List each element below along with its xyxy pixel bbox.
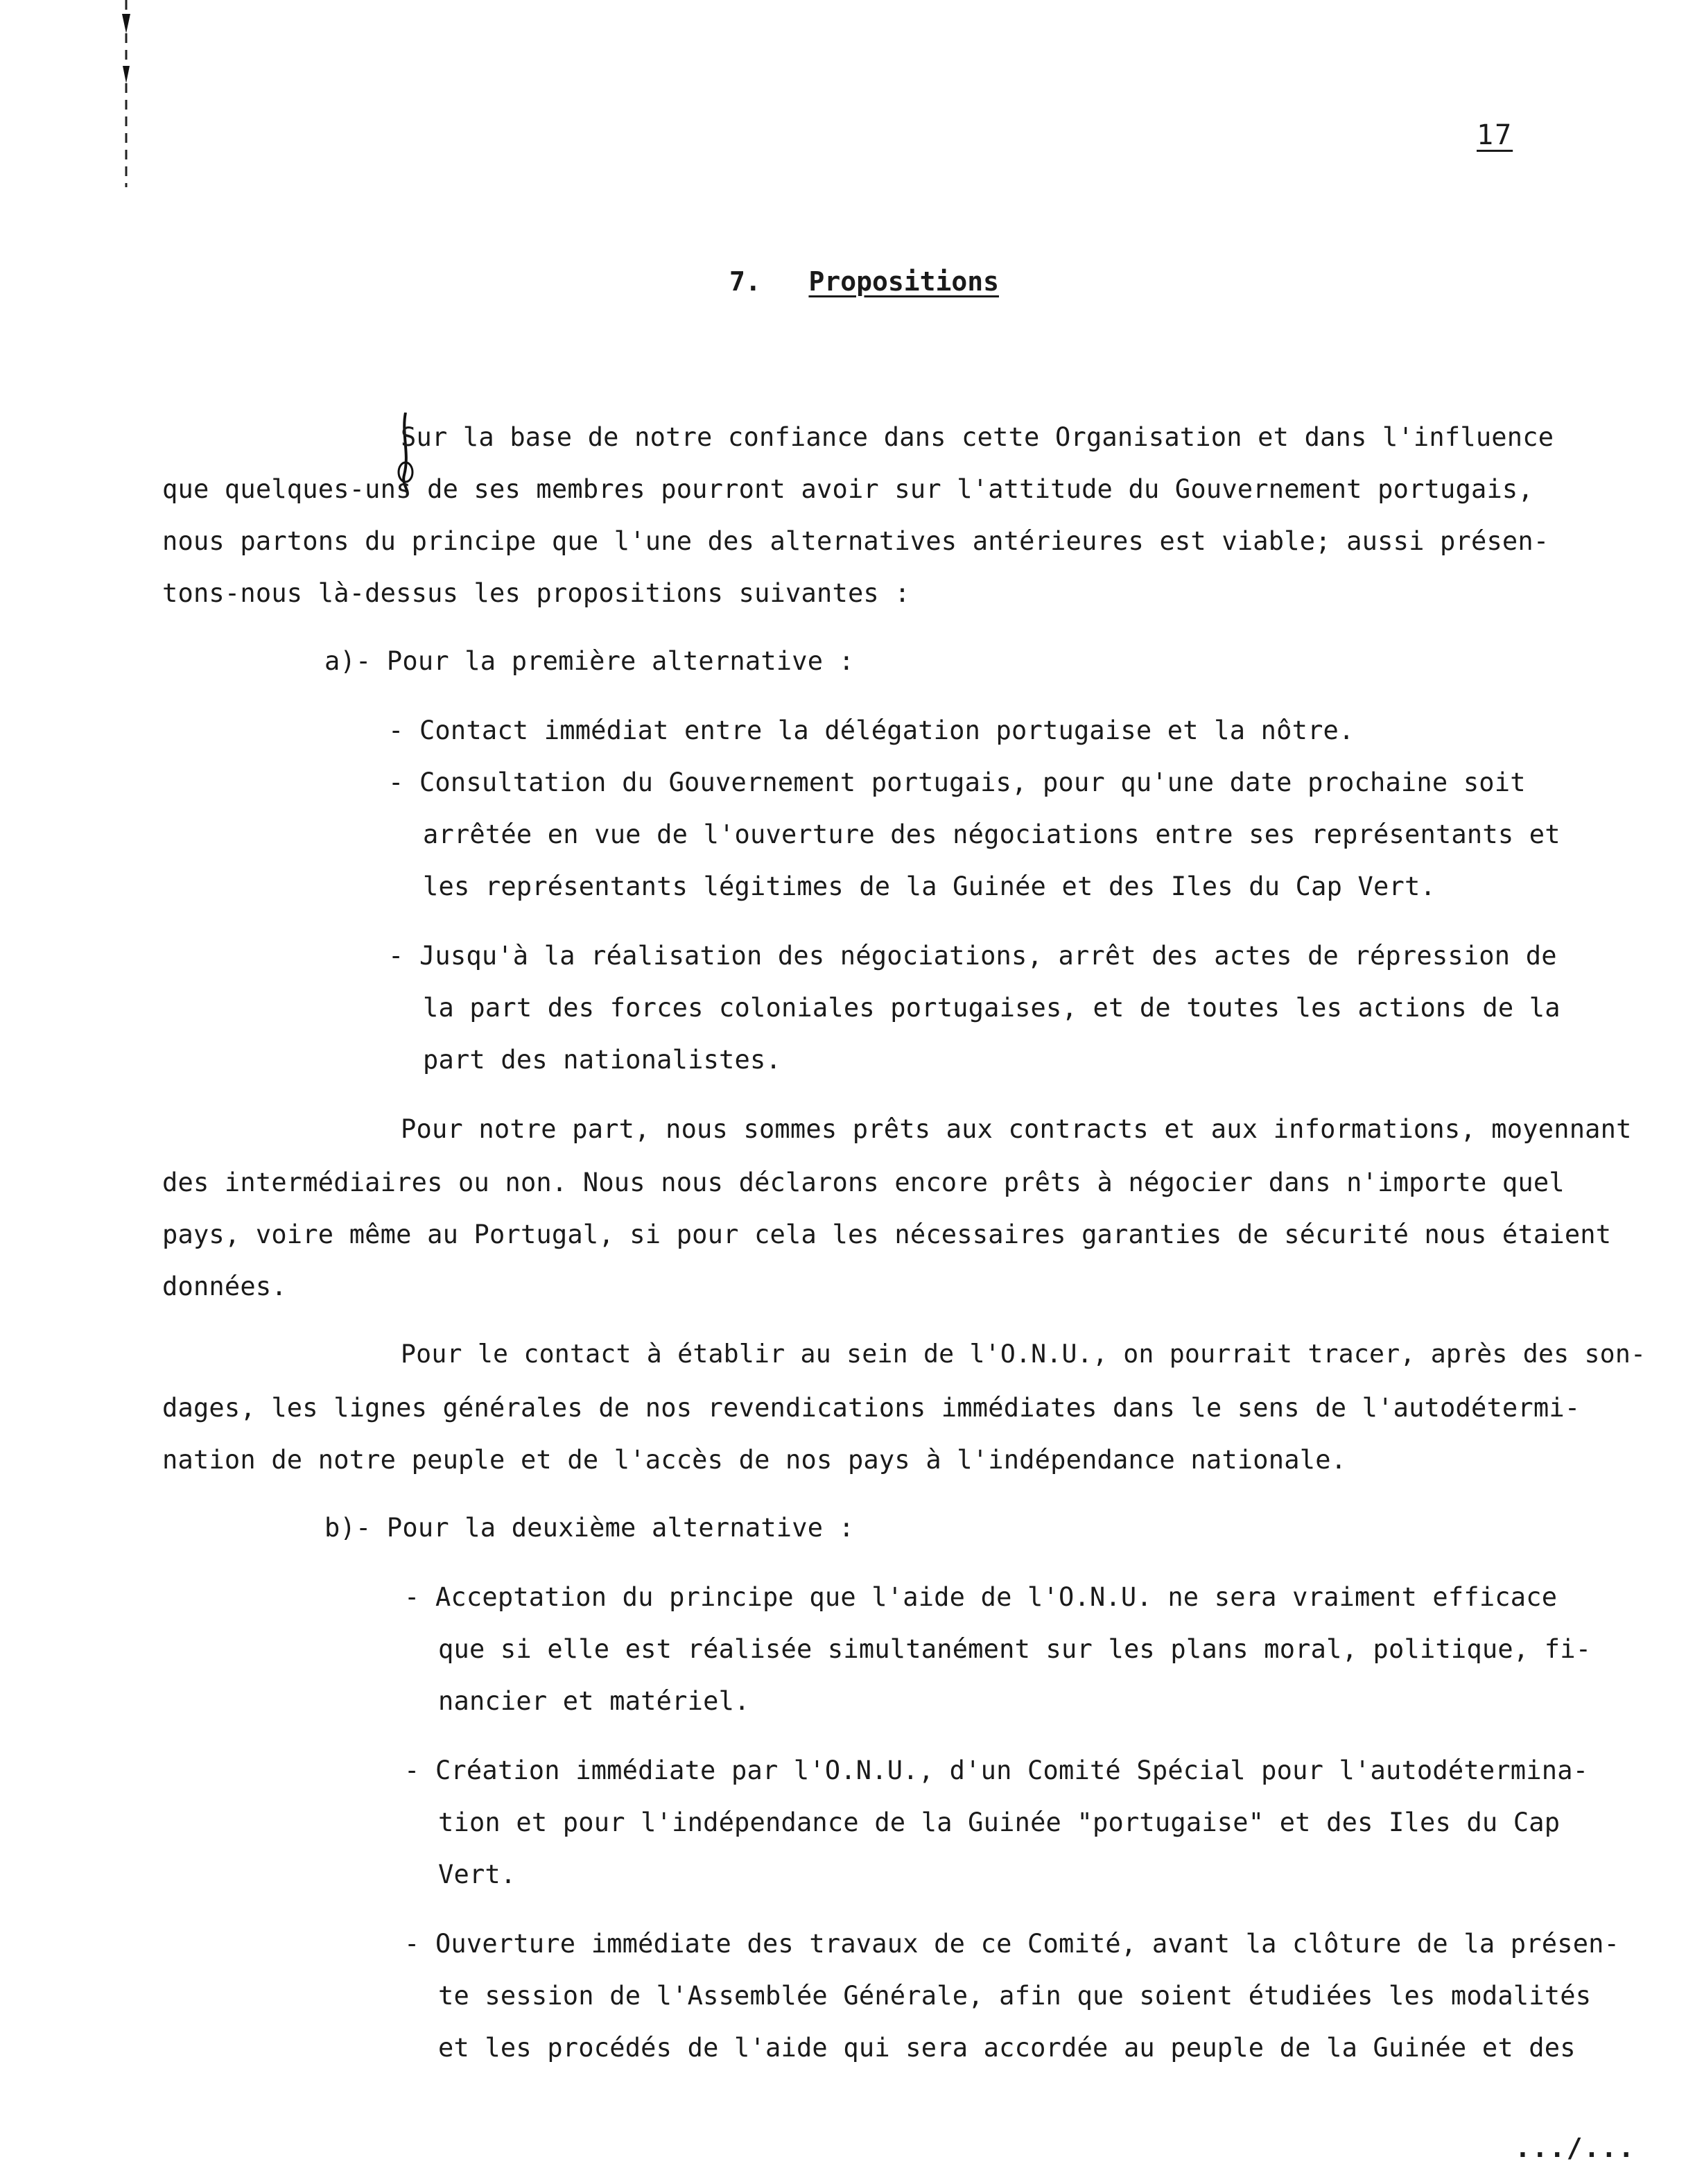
text-line: - Création immédiate par l'O.N.U., d'un Comité Spécial pour l'autodétermina- — [404, 1756, 1589, 1785]
text-line: que quelques-uns de ses membres pourront avoir sur l'attitude du Gouvernement portugais, — [162, 474, 1533, 504]
text-line: - Ouverture immédiate des travaux de ce Comité, avant la clôture de la présen- — [404, 1929, 1620, 1959]
text-line: Pour le contact à établir au sein de l'O.N.U., on pourrait tracer, après des son- — [401, 1339, 1646, 1369]
page-number: 17 — [1477, 119, 1513, 151]
text-line: les représentants légitimes de la Guinée et des Iles du Cap Vert. — [423, 872, 1436, 901]
text-line: tion et pour l'indépendance de la Guinée "portugaise" et des Iles du Cap — [438, 1808, 1561, 1837]
text-line: - Jusqu'à la réalisation des négociations, arrêt des actes de répression de — [388, 941, 1557, 971]
text-line: arrêtée en vue de l'ouverture des négociations entre ses représentants et — [423, 820, 1561, 849]
text-line: Vert. — [438, 1860, 516, 1889]
text-line: tons-nous là-dessus les propositions suivantes : — [162, 578, 910, 608]
text-line: nation de notre peuple et de l'accès de nos pays à l'indépendance nationale. — [162, 1445, 1347, 1475]
text-line: nous partons du principe que l'une des alternatives antérieures est viable; aussi présen- — [162, 526, 1549, 556]
text-line: te session de l'Assemblée Générale, afin que soient étudiées les modalités — [438, 1981, 1592, 2011]
text-line: données. — [162, 1272, 287, 1301]
text-line: nancier et matériel. — [438, 1686, 750, 1716]
text-line: b)- Pour la deuxième alternative : — [324, 1513, 855, 1543]
text-line: et les procédés de l'aide qui sera accordée au peuple de la Guinée et des — [438, 2033, 1576, 2063]
text-line: que si elle est réalisée simultanément sur les plans moral, politique, fi- — [438, 1634, 1592, 1664]
text-line: pays, voire même au Portugal, si pour cela les nécessaires garanties de sécurité nous étaient — [162, 1220, 1612, 1249]
section-number: 7. — [729, 266, 761, 297]
text-line: a)- Pour la première alternative : — [324, 646, 855, 676]
text-line: Pour notre part, nous sommes prêts aux contracts et aux informations, moyennant — [401, 1114, 1632, 1144]
section-title-text: Propositions — [808, 266, 999, 297]
continuation-marker: .../... — [1515, 2133, 1636, 2163]
section-heading — [729, 266, 999, 297]
text-line: des intermédiaires ou non. Nous nous déclarons encore prêts à négocier dans n'importe quel — [162, 1168, 1565, 1197]
margin-pen-mark — [122, 0, 130, 187]
text-line: part des nationalistes. — [423, 1045, 781, 1075]
text-line: - Contact immédiat entre la délégation portugaise et la nôtre. — [388, 716, 1355, 745]
text-line: dages, les lignes générales de nos revendications immédiates dans le sens de l'autodétermi- — [162, 1393, 1581, 1423]
text-line: la part des forces coloniales portugaises, et de toutes les actions de la — [423, 993, 1561, 1023]
text-line: Sur la base de notre confiance dans cette Organisation et dans l'influence — [401, 422, 1554, 452]
text-line: - Consultation du Gouvernement portugais, pour qu'une date prochaine soit — [388, 768, 1526, 797]
text-line: - Acceptation du principe que l'aide de l'O.N.U. ne sera vraiment efficace — [404, 1582, 1558, 1612]
